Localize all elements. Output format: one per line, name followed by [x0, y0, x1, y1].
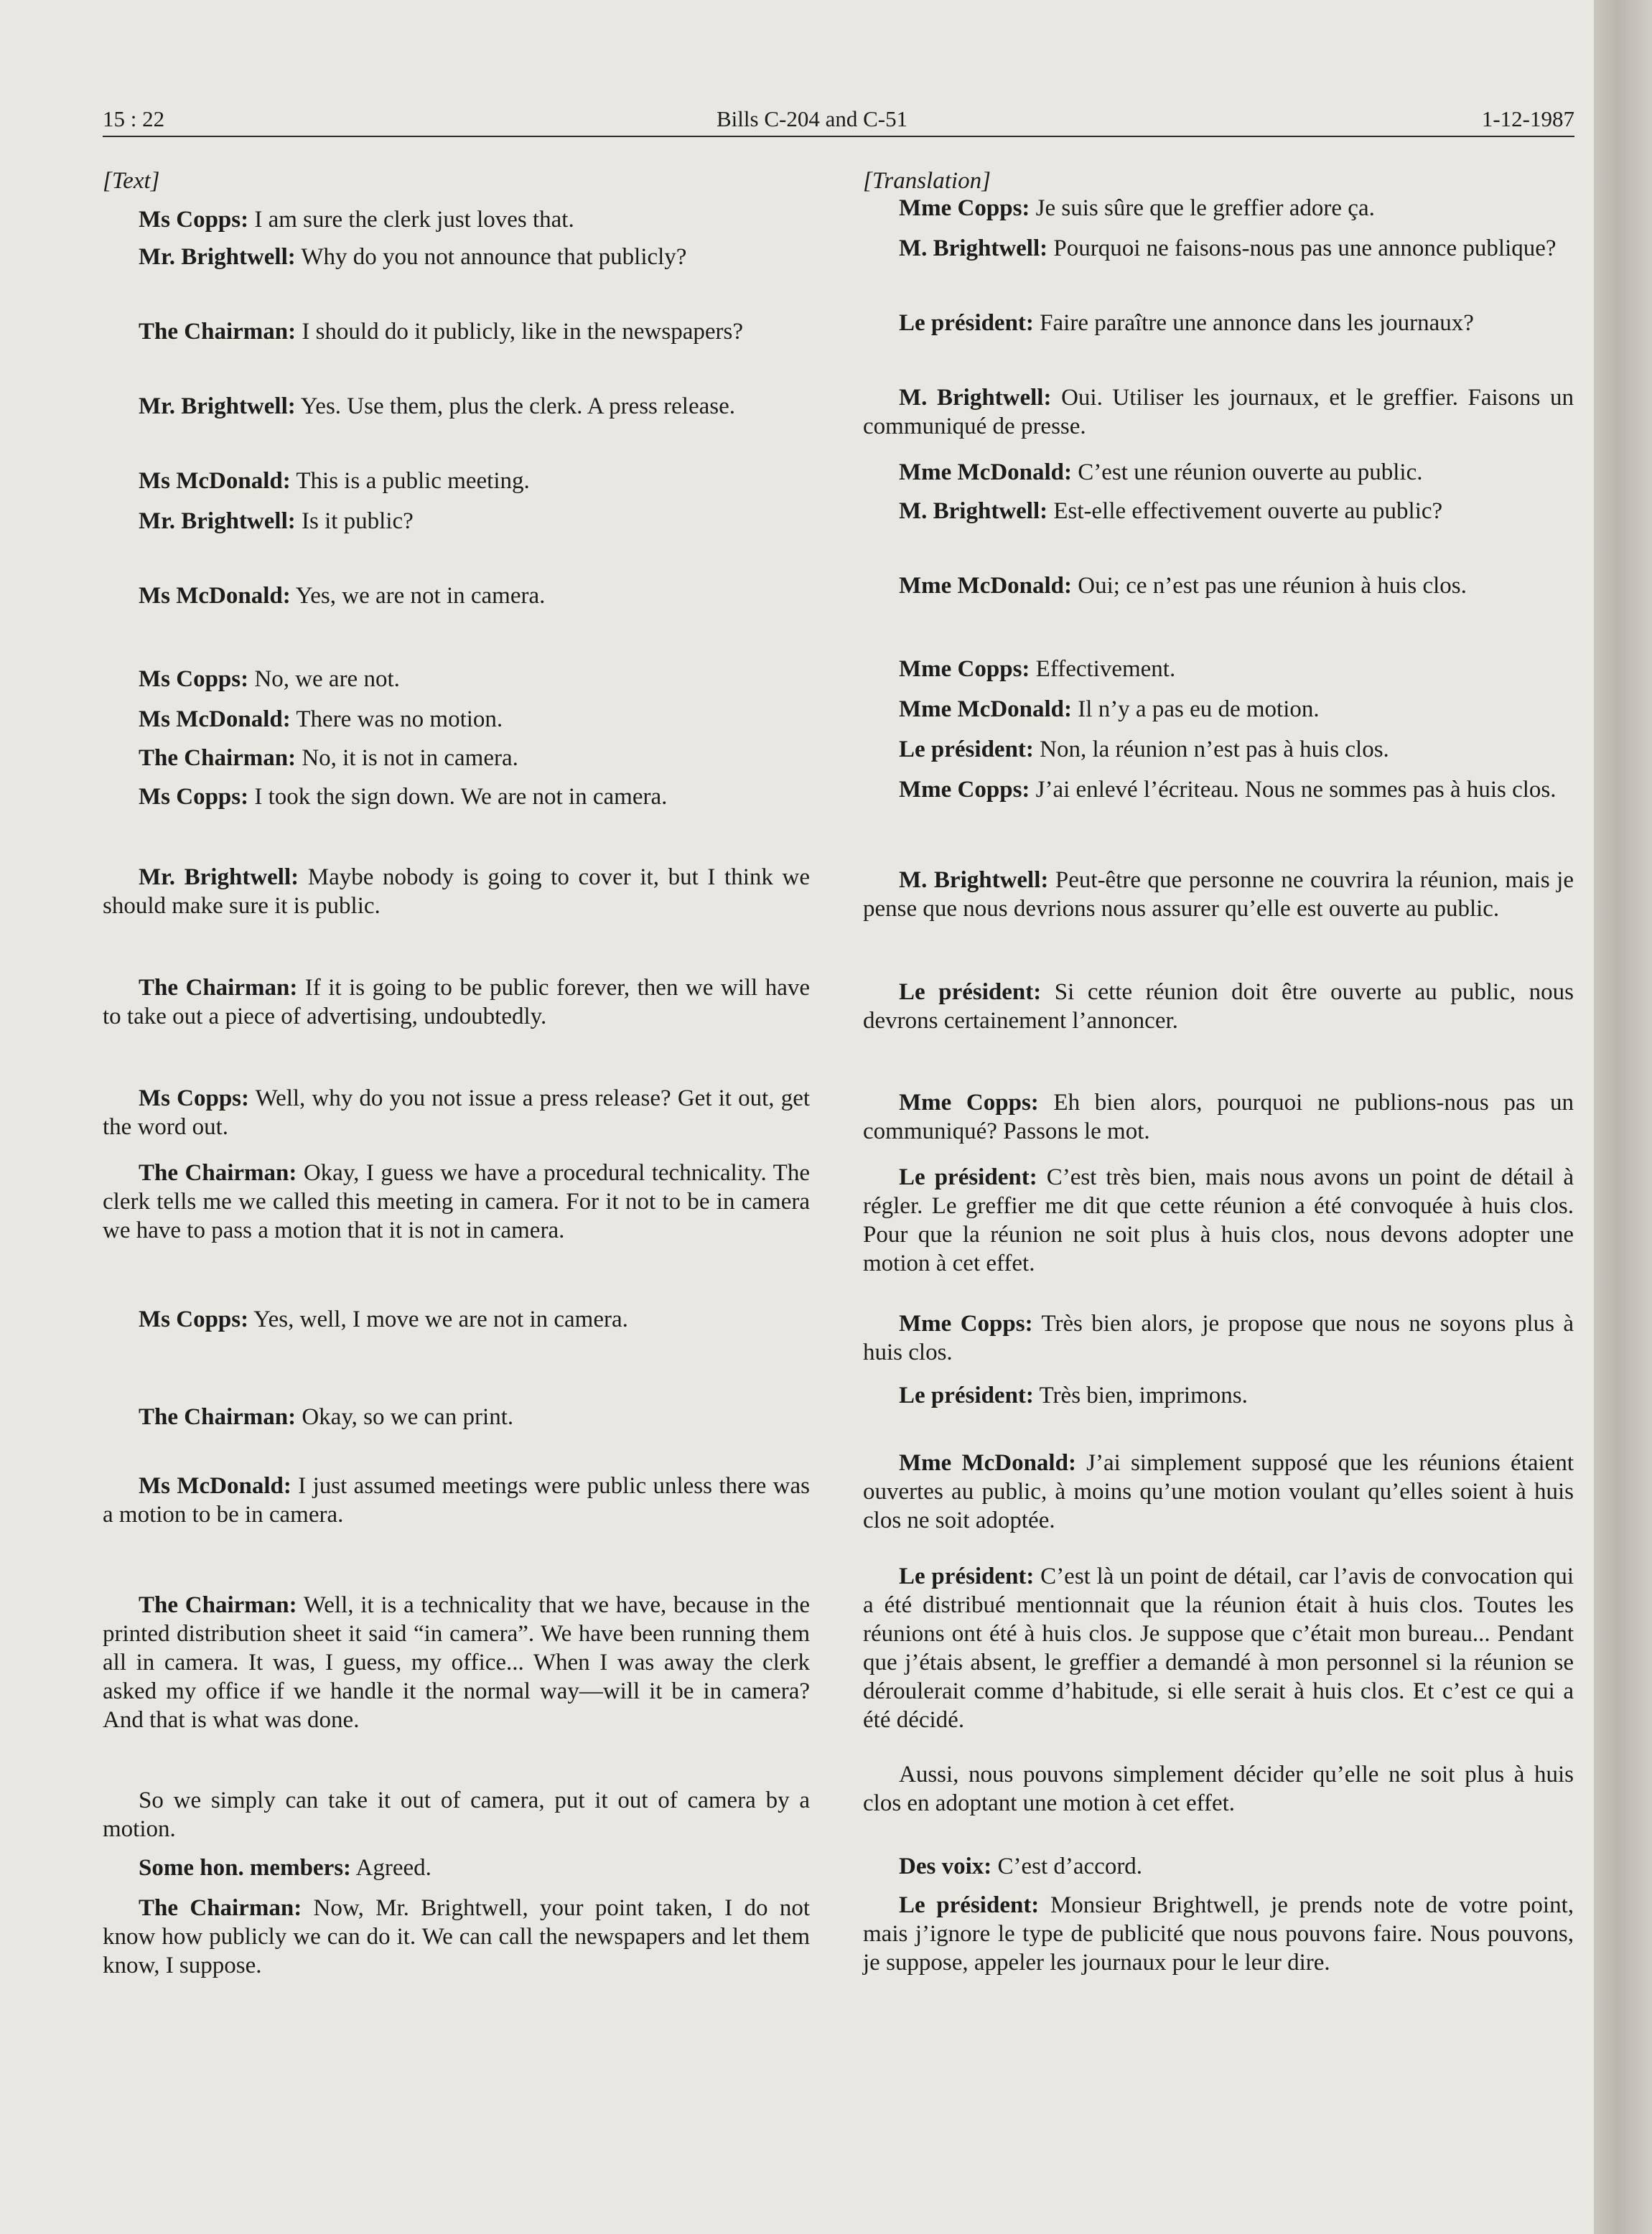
speaker-name: The Chairman:	[139, 1404, 297, 1430]
speaker-name: Ms Copps:	[139, 784, 249, 810]
transcript-paragraph	[863, 1088, 1574, 1146]
speaker-name: M. Brightwell:	[899, 235, 1048, 261]
transcript-paragraph	[103, 1854, 810, 1882]
speaker-name: Le président:	[899, 737, 1034, 762]
speaker-name: Mr. Brightwell:	[139, 508, 296, 534]
column-tag: [Text]	[103, 168, 160, 194]
speaker-name: Ms McDonald:	[139, 706, 291, 732]
speech-text: I should do it publicly, like in the newspapers?	[296, 319, 744, 345]
speaker-name: Ms Copps:	[139, 1085, 250, 1111]
transcript-paragraph	[103, 1305, 810, 1334]
column-tag: [Translation]	[863, 168, 991, 194]
speech-text: Faire paraître une annonce dans les journaux?	[1033, 310, 1474, 336]
transcript-paragraph	[103, 205, 810, 234]
speaker-name: The Chairman:	[139, 319, 297, 345]
speaker-name: The Chairman:	[139, 1592, 297, 1618]
page-number: 15 : 22	[103, 106, 165, 131]
transcript-paragraph	[103, 665, 810, 693]
speaker-name: Mr. Brightwell:	[139, 244, 296, 270]
speaker-name: Mme McDonald:	[899, 573, 1073, 599]
speaker-name: The Chairman:	[139, 745, 297, 771]
transcript-paragraph	[863, 497, 1574, 525]
transcript-paragraph	[103, 863, 810, 920]
speech-text: Non, la réunion n’est pas à huis clos.	[1033, 737, 1389, 762]
speaker-name: Le président:	[899, 1383, 1034, 1408]
speaker-name: Mme Copps:	[899, 195, 1030, 221]
speech-text: Monsieur Brightwell, je prends note de votre point, mais j’ignore le type de publicité que nous pouvons faire. Nous pouvons, je suppose, appeler les journaux pour le leur dire.	[863, 1892, 1574, 1976]
speech-text: C’est d’accord.	[991, 1854, 1143, 1879]
speech-text: J’ai enlevé l’écriteau. Nous ne sommes pas à huis clos.	[1030, 777, 1557, 803]
speech-text: No, we are not.	[248, 666, 400, 692]
french-column	[863, 167, 1574, 1976]
speaker-name: The Chairman:	[139, 1160, 297, 1186]
speech-text: If it is going to be public forever, then we will have to take out a piece of advertising, undoubtedly.	[103, 975, 810, 1029]
page-header	[103, 106, 1574, 139]
transcript-paragraph	[863, 775, 1574, 804]
speaker-name: M. Brightwell:	[899, 385, 1052, 411]
transcript-paragraph	[863, 735, 1574, 764]
speech-text: Now, Mr. Brightwell, your point taken, I do not know how publicly we can do it. We can call the newspapers and let them know, I suppose.	[103, 1895, 810, 1978]
speech-text: Yes, well, I move we are not in camera.	[248, 1307, 628, 1332]
speech-text: Is it public?	[295, 508, 414, 534]
transcript-paragraph	[863, 1381, 1574, 1410]
transcript-paragraph	[863, 458, 1574, 487]
speaker-name: Mme McDonald:	[899, 1450, 1076, 1476]
speaker-name: Des voix:	[899, 1854, 992, 1879]
transcript-paragraph	[863, 383, 1574, 441]
speaker-name: Mme McDonald:	[899, 696, 1073, 722]
speaker-name: Le président:	[899, 1892, 1040, 1918]
transcript-paragraph	[103, 705, 810, 734]
speech-text: Si cette réunion doit être ouverte au public, nous devrons certainement l’annoncer.	[863, 979, 1574, 1034]
speech-text: Okay, so we can print.	[296, 1404, 514, 1430]
transcript-paragraph	[103, 1591, 810, 1734]
speaker-name: Mme Copps:	[899, 1311, 1033, 1337]
transcript-paragraph	[863, 978, 1574, 1035]
transcript-paragraph	[103, 1472, 810, 1529]
speech-text: Peut-être que personne ne couvrira la réunion, mais je pense que nous devrions nous assurer qu’elle est ouverte au public.	[863, 867, 1574, 922]
transcript-paragraph	[863, 1449, 1574, 1535]
transcript-paragraph	[103, 317, 810, 346]
speech-text: I am sure the clerk just loves that.	[248, 207, 574, 233]
speaker-name: Mme Copps:	[899, 777, 1030, 803]
speech-text: Yes, we are not in camera.	[290, 583, 546, 609]
speech-text: C’est très bien, mais nous avons un point de détail à régler. Le greffier me dit que cette réunion a été convoquée à huis clos. Pour que la réunion ne soit plus à huis clos, nous devons adopter une motion à cet effet.	[863, 1164, 1574, 1276]
speech-text: Yes. Use them, plus the clerk. A press release.	[295, 393, 735, 419]
speech-text: This is a public meeting.	[290, 468, 530, 494]
speech-text: Il n’y a pas eu de motion.	[1072, 696, 1320, 722]
transcript-paragraph	[863, 194, 1574, 223]
speech-text: Well, why do you not issue a press release? Get it out, get the word out.	[103, 1085, 811, 1140]
speaker-name: Mme McDonald:	[899, 459, 1073, 485]
speech-text: I took the sign down. We are not in camera.	[248, 784, 668, 810]
speaker-name: Ms Copps:	[139, 207, 249, 233]
speech-text: J’ai simplement supposé que les réunions étaient ouvertes au public, à moins qu’une motion voulant qu’elles soient à huis clos ne soit adoptée.	[863, 1450, 1574, 1533]
speech-text: There was no motion.	[290, 706, 503, 732]
speech-text: Eh bien alors, pourquoi ne publions-nous pas un communiqué? Passons le mot.	[863, 1090, 1574, 1144]
transcript-paragraph	[103, 1084, 810, 1141]
transcript-paragraph	[103, 1403, 810, 1431]
transcript-paragraph	[863, 695, 1574, 724]
transcript-paragraph	[103, 243, 810, 271]
speaker-name: Mme Copps:	[899, 1090, 1039, 1116]
speech-text: Très bien, imprimons.	[1033, 1383, 1248, 1408]
speech-text: Oui; ce n’est pas une réunion à huis clos.	[1072, 573, 1467, 599]
transcript-paragraph	[103, 973, 810, 1031]
transcript-paragraph	[103, 467, 810, 495]
transcript-paragraph	[103, 782, 810, 811]
book-spine-edge	[1594, 0, 1652, 2234]
speech-text: Oui. Utiliser les journaux, et le greffier. Faisons un communiqué de presse.	[863, 385, 1574, 439]
speech-text: C’est là un point de détail, car l’avis de convocation qui a été distribué mentionnait que la réunion était à huis clos. Toutes les réunions ont été à huis clos. Je suppose que c’était mon bureau... Pendant que j’étais absent, le greffier a demandé à mon personnel si la réunion se déroulerait comme d’habitude, si elle serait à huis clos. Et c’est ce qui a été décidé.	[863, 1564, 1574, 1733]
speech-text: I just assumed meetings were public unless there was a motion to be in camera.	[103, 1473, 811, 1528]
speaker-name: The Chairman:	[139, 1895, 302, 1921]
transcript-paragraph	[863, 1852, 1574, 1881]
transcript-paragraph	[863, 1562, 1574, 1734]
speaker-name: Le président:	[899, 979, 1042, 1005]
speech-text: Pourquoi ne faisons-nous pas une annonce publique?	[1047, 235, 1557, 261]
transcript-paragraph	[103, 1786, 810, 1843]
transcript-paragraph	[103, 744, 810, 772]
speaker-name: Some hon. members:	[139, 1855, 352, 1881]
speech-text: Aussi, nous pouvons simplement décider qu’elle ne soit plus à huis clos en adoptant une motion à cet effet.	[863, 1762, 1574, 1816]
document-title: Bills C-204 and C-51	[717, 106, 908, 131]
speaker-name: Le président:	[899, 1164, 1037, 1190]
speaker-name: Ms McDonald:	[139, 468, 291, 494]
speech-text: Très bien alors, je propose que nous ne soyons plus à huis clos.	[863, 1311, 1574, 1365]
speech-text: Why do you not announce that publicly?	[295, 244, 687, 270]
transcript-paragraph	[103, 392, 810, 421]
speaker-name: Mr. Brightwell:	[139, 864, 299, 890]
transcript-paragraph	[863, 234, 1574, 263]
speaker-name: M. Brightwell:	[899, 867, 1049, 893]
speech-text: Est-elle effectivement ouverte au public?	[1047, 498, 1443, 524]
transcript-paragraph	[103, 1894, 810, 1980]
transcript-paragraph	[863, 866, 1574, 923]
transcript-paragraph	[863, 1760, 1574, 1818]
header-rule	[103, 136, 1574, 137]
transcript-paragraph	[863, 309, 1574, 337]
transcript-paragraph	[863, 571, 1574, 600]
speech-text: Okay, I guess we have a procedural technicality. The clerk tells me we called this meeting in camera. For it not to be in camera we have to pass a motion that it is not in camera.	[103, 1160, 810, 1243]
speech-text: No, it is not in camera.	[296, 745, 518, 771]
speaker-name: M. Brightwell:	[899, 498, 1048, 524]
speaker-name: Le président:	[899, 310, 1034, 336]
transcript-paragraph	[103, 581, 810, 610]
transcript-paragraph	[863, 1163, 1574, 1278]
speech-text: C’est une réunion ouverte au public.	[1072, 459, 1423, 485]
speech-text: Agreed.	[351, 1855, 431, 1881]
speaker-name: Mr. Brightwell:	[139, 393, 296, 419]
document-date: 1-12-1987	[1481, 106, 1574, 131]
speech-text: So we simply can take it out of camera, put it out of camera by a motion.	[103, 1787, 810, 1842]
speaker-name: The Chairman:	[139, 975, 298, 1001]
transcript-paragraph	[863, 1309, 1574, 1367]
speech-text: Je suis sûre que le greffier adore ça.	[1030, 195, 1375, 221]
speaker-name: Ms Copps:	[139, 1307, 249, 1332]
transcript-paragraph	[863, 1891, 1574, 1977]
speaker-name: Mme Copps:	[899, 656, 1030, 682]
transcript-paragraph	[103, 1159, 810, 1245]
speech-text: Maybe nobody is going to cover it, but I think we should make sure it is public.	[103, 864, 811, 919]
english-column	[103, 167, 811, 1978]
transcript-paragraph	[103, 507, 810, 536]
transcript-paragraph	[863, 655, 1574, 683]
speaker-name: Ms Copps:	[139, 666, 249, 692]
speaker-name: Ms McDonald:	[139, 583, 291, 609]
speech-text: Effectivement.	[1030, 656, 1176, 682]
speaker-name: Le président:	[899, 1564, 1035, 1589]
speech-text: Well, it is a technicality that we have, because in the printed distribution sheet it said “in camera”. We have been running them all in camera. It was, I guess, my office... When I was away the clerk asked my office if we handle it the normal way—will it be in camera? And that is what was done.	[103, 1592, 810, 1733]
speaker-name: Ms McDonald:	[139, 1473, 291, 1499]
